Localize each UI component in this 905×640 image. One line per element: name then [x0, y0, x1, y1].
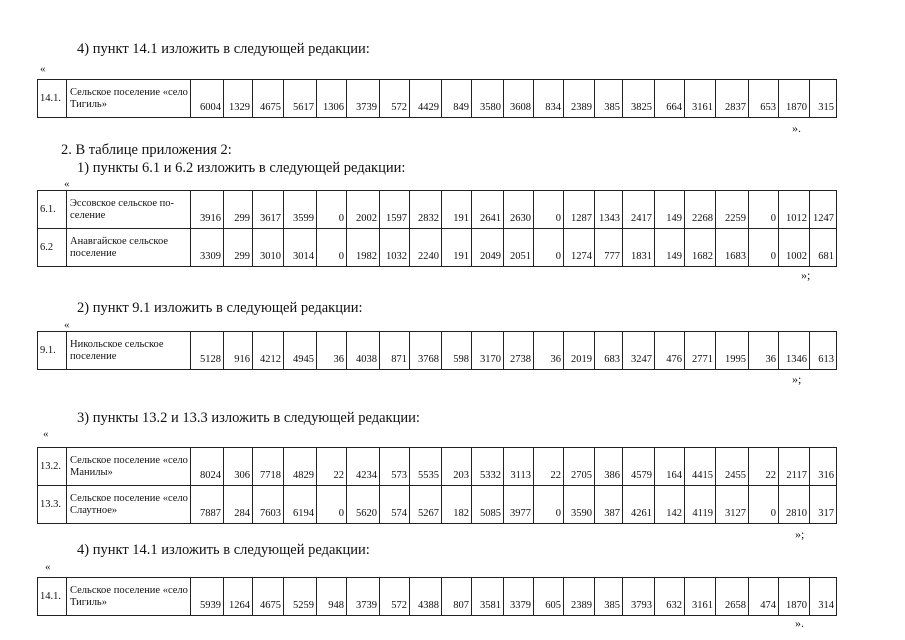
value-cell: 3590: [564, 486, 595, 524]
value-cell: 0: [749, 486, 779, 524]
value-cell: 2002: [347, 191, 380, 229]
open-quote: «: [64, 319, 70, 331]
table-row: [38, 332, 837, 370]
table-row: [38, 486, 837, 524]
value-cell: 3127: [716, 486, 749, 524]
data-table: [37, 79, 837, 118]
value-cell: 5620: [347, 486, 380, 524]
row-number: 14.1.: [38, 578, 67, 616]
value-cell: 299: [224, 229, 253, 267]
value-cell: 36: [534, 332, 564, 370]
value-cell: 149: [655, 229, 685, 267]
value-cell: 0: [317, 229, 347, 267]
value-cell: 314: [810, 578, 837, 616]
value-cell: 834: [534, 80, 564, 118]
value-cell: 22: [534, 448, 564, 486]
table-row: [38, 448, 837, 486]
table-row: [38, 578, 837, 616]
value-cell: 2259: [716, 191, 749, 229]
value-cell: 3768: [410, 332, 442, 370]
value-cell: 0: [749, 229, 779, 267]
open-quote: «: [64, 178, 70, 190]
value-cell: 7887: [191, 486, 224, 524]
settlement-name: Никольское сельское поселение: [67, 332, 191, 370]
data-table: [37, 577, 837, 616]
value-cell: 36: [317, 332, 347, 370]
value-cell: 2240: [410, 229, 442, 267]
table-row: [38, 80, 837, 118]
value-cell: 1870: [779, 80, 810, 118]
value-cell: 777: [595, 229, 623, 267]
value-cell: 2389: [564, 80, 595, 118]
value-cell: 4119: [685, 486, 716, 524]
value-cell: 2738: [504, 332, 534, 370]
value-cell: 3379: [504, 578, 534, 616]
value-cell: 7718: [253, 448, 284, 486]
settlement-name: Сельское поселение «село Тигиль»: [67, 578, 191, 616]
value-cell: 1346: [779, 332, 810, 370]
value-cell: 299: [224, 191, 253, 229]
value-cell: 574: [380, 486, 410, 524]
value-cell: 5939: [191, 578, 224, 616]
value-cell: 164: [655, 448, 685, 486]
value-cell: 3825: [623, 80, 655, 118]
value-cell: 681: [810, 229, 837, 267]
value-cell: 4945: [284, 332, 317, 370]
row-number: 14.1.: [38, 80, 67, 118]
value-cell: 1264: [224, 578, 253, 616]
value-cell: 3014: [284, 229, 317, 267]
value-cell: 4388: [410, 578, 442, 616]
value-cell: 1012: [779, 191, 810, 229]
value-cell: 5267: [410, 486, 442, 524]
value-cell: 4415: [685, 448, 716, 486]
value-cell: 664: [655, 80, 685, 118]
row-number: 9.1.: [38, 332, 67, 370]
row-number: 6.1.: [38, 191, 67, 229]
value-cell: 0: [534, 229, 564, 267]
value-cell: 573: [380, 448, 410, 486]
value-cell: 2117: [779, 448, 810, 486]
value-cell: 1982: [347, 229, 380, 267]
section-heading: 3) пункты 13.2 и 13.3 изложить в следующей редакции:: [77, 410, 420, 426]
value-cell: 4261: [623, 486, 655, 524]
section-subheading: 1) пункты 6.1 и 6.2 изложить в следующей редакции:: [77, 160, 406, 176]
value-cell: 2455: [716, 448, 749, 486]
settlement-name: Анавгайское сельское поселение: [67, 229, 191, 267]
value-cell: 2832: [410, 191, 442, 229]
value-cell: 3161: [685, 80, 716, 118]
value-cell: 316: [810, 448, 837, 486]
value-cell: 3309: [191, 229, 224, 267]
settlement-name: Эссовское сельское по-селение: [67, 191, 191, 229]
value-cell: 3010: [253, 229, 284, 267]
value-cell: 3739: [347, 80, 380, 118]
value-cell: 4429: [410, 80, 442, 118]
value-cell: 0: [317, 191, 347, 229]
value-cell: 306: [224, 448, 253, 486]
value-cell: 1274: [564, 229, 595, 267]
value-cell: 315: [810, 80, 837, 118]
value-cell: 849: [442, 80, 472, 118]
value-cell: 191: [442, 229, 472, 267]
value-cell: 2641: [472, 191, 504, 229]
value-cell: 387: [595, 486, 623, 524]
value-cell: 3739: [347, 578, 380, 616]
row-number: 13.2.: [38, 448, 67, 486]
value-cell: 182: [442, 486, 472, 524]
value-cell: 3608: [504, 80, 534, 118]
value-cell: 4234: [347, 448, 380, 486]
value-cell: 317: [810, 486, 837, 524]
value-cell: 916: [224, 332, 253, 370]
value-cell: 3170: [472, 332, 504, 370]
value-cell: 871: [380, 332, 410, 370]
value-cell: 8024: [191, 448, 224, 486]
value-cell: 2810: [779, 486, 810, 524]
close-quote: ».: [792, 121, 801, 135]
value-cell: 385: [595, 80, 623, 118]
value-cell: 0: [749, 191, 779, 229]
table-row: [38, 191, 837, 229]
close-quote: »;: [792, 372, 802, 386]
value-cell: 3599: [284, 191, 317, 229]
value-cell: 142: [655, 486, 685, 524]
value-cell: 36: [749, 332, 779, 370]
value-cell: 1995: [716, 332, 749, 370]
value-cell: 2051: [504, 229, 534, 267]
value-cell: 1870: [779, 578, 810, 616]
value-cell: 1247: [810, 191, 837, 229]
value-cell: 2019: [564, 332, 595, 370]
value-cell: 4579: [623, 448, 655, 486]
value-cell: 476: [655, 332, 685, 370]
value-cell: 605: [534, 578, 564, 616]
value-cell: 2630: [504, 191, 534, 229]
value-cell: 3977: [504, 486, 534, 524]
open-quote: «: [43, 428, 49, 440]
value-cell: 1597: [380, 191, 410, 229]
value-cell: 2658: [716, 578, 749, 616]
value-cell: 5128: [191, 332, 224, 370]
value-cell: 3793: [623, 578, 655, 616]
data-table: [37, 190, 837, 267]
section-heading: 2) пункт 9.1 изложить в следующей редакции:: [77, 300, 363, 316]
value-cell: 1831: [623, 229, 655, 267]
value-cell: 948: [317, 578, 347, 616]
value-cell: 613: [810, 332, 837, 370]
close-quote: ».: [795, 616, 804, 630]
value-cell: 474: [749, 578, 779, 616]
value-cell: 5085: [472, 486, 504, 524]
value-cell: 284: [224, 486, 253, 524]
table-row: [38, 229, 837, 267]
row-number: 13.3.: [38, 486, 67, 524]
value-cell: 1329: [224, 80, 253, 118]
value-cell: 5535: [410, 448, 442, 486]
value-cell: 2389: [564, 578, 595, 616]
row-number: 6.2: [38, 229, 67, 267]
value-cell: 386: [595, 448, 623, 486]
value-cell: 807: [442, 578, 472, 616]
value-cell: 2049: [472, 229, 504, 267]
value-cell: 653: [749, 80, 779, 118]
value-cell: 191: [442, 191, 472, 229]
value-cell: 22: [317, 448, 347, 486]
value-cell: 5332: [472, 448, 504, 486]
section-heading: 4) пункт 14.1 изложить в следующей редакции:: [77, 542, 370, 558]
value-cell: 1683: [716, 229, 749, 267]
value-cell: 3113: [504, 448, 534, 486]
value-cell: 149: [655, 191, 685, 229]
value-cell: 6194: [284, 486, 317, 524]
value-cell: 3617: [253, 191, 284, 229]
value-cell: 1002: [779, 229, 810, 267]
value-cell: 1032: [380, 229, 410, 267]
value-cell: 3247: [623, 332, 655, 370]
value-cell: 1306: [317, 80, 347, 118]
value-cell: 2771: [685, 332, 716, 370]
value-cell: 1343: [595, 191, 623, 229]
value-cell: 1287: [564, 191, 595, 229]
value-cell: 5617: [284, 80, 317, 118]
open-quote: «: [45, 561, 51, 573]
value-cell: 385: [595, 578, 623, 616]
value-cell: 3580: [472, 80, 504, 118]
settlement-name: Сельское поселение «село Тигиль»: [67, 80, 191, 118]
value-cell: 683: [595, 332, 623, 370]
data-table: [37, 331, 837, 370]
open-quote: «: [40, 63, 46, 75]
value-cell: 4212: [253, 332, 284, 370]
value-cell: 7603: [253, 486, 284, 524]
value-cell: 2417: [623, 191, 655, 229]
value-cell: 2705: [564, 448, 595, 486]
close-quote: »;: [795, 527, 805, 541]
value-cell: 572: [380, 80, 410, 118]
section-heading: 4) пункт 14.1 изложить в следующей редакции:: [77, 41, 370, 57]
value-cell: 598: [442, 332, 472, 370]
value-cell: 4675: [253, 578, 284, 616]
value-cell: 22: [749, 448, 779, 486]
value-cell: 3916: [191, 191, 224, 229]
settlement-name: Сельское поселение «село Манилы»: [67, 448, 191, 486]
value-cell: 5259: [284, 578, 317, 616]
value-cell: 4038: [347, 332, 380, 370]
value-cell: 3161: [685, 578, 716, 616]
value-cell: 0: [317, 486, 347, 524]
value-cell: 1682: [685, 229, 716, 267]
value-cell: 0: [534, 486, 564, 524]
value-cell: 3581: [472, 578, 504, 616]
value-cell: 572: [380, 578, 410, 616]
value-cell: 4675: [253, 80, 284, 118]
value-cell: 632: [655, 578, 685, 616]
section-heading: 2. В таблице приложения 2:: [61, 142, 232, 158]
settlement-name: Сельское поселение «село Слаутное»: [67, 486, 191, 524]
value-cell: 203: [442, 448, 472, 486]
value-cell: 2837: [716, 80, 749, 118]
data-table: [37, 447, 837, 524]
value-cell: 0: [534, 191, 564, 229]
value-cell: 6004: [191, 80, 224, 118]
value-cell: 4829: [284, 448, 317, 486]
value-cell: 2268: [685, 191, 716, 229]
close-quote: »;: [801, 268, 811, 282]
